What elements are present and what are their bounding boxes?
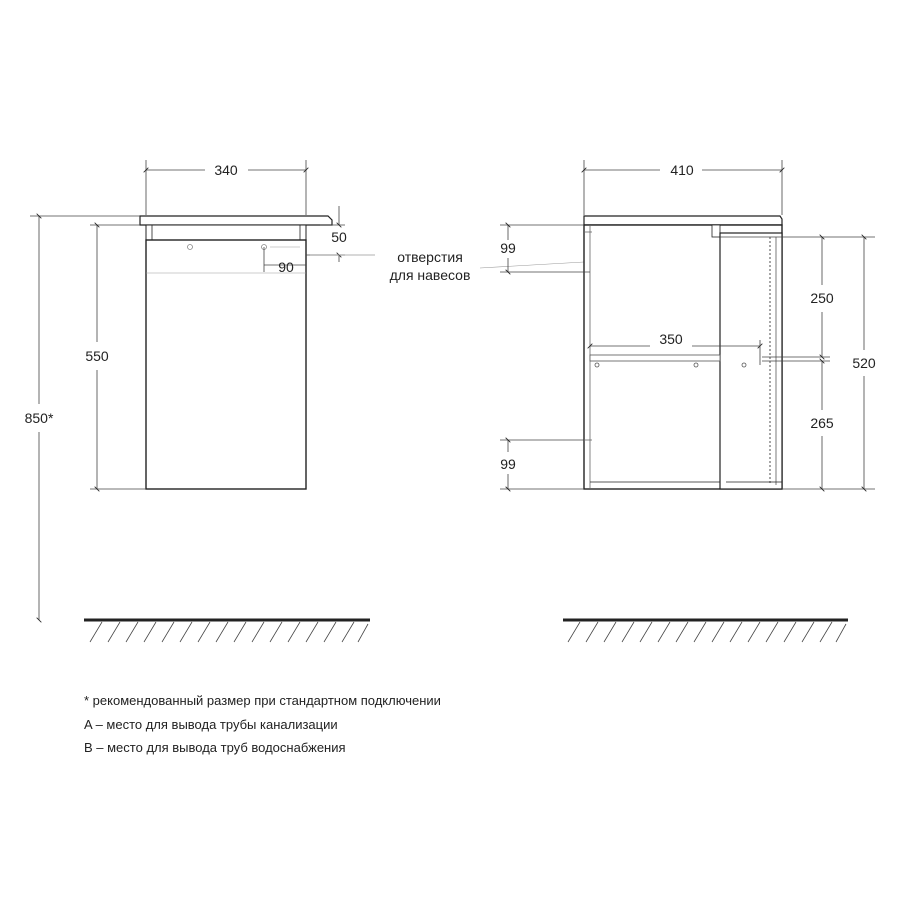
side-shelf — [590, 355, 720, 361]
side-total-height-label: 520 — [852, 355, 876, 371]
floor-left — [84, 620, 370, 642]
side-width-label: 410 — [670, 162, 694, 178]
side-view — [584, 216, 782, 489]
note-recommended: * рекомендованный размер при стандартном подключении — [84, 693, 441, 708]
upper-section-label: 250 — [810, 290, 834, 306]
side-countertop — [584, 216, 782, 225]
note-sewer: A – место для вывода трубы канализации — [84, 717, 338, 732]
note-water: B – место для вывода труб водоснабжения — [84, 740, 346, 755]
front-countertop — [140, 216, 332, 225]
lower-section-label: 265 — [810, 415, 834, 431]
front-width-label: 340 — [214, 162, 238, 178]
holes-label-line1: отверстия — [397, 249, 463, 265]
holes-label-line2: для навесов — [389, 267, 471, 283]
total-height-label: 850* — [24, 410, 54, 426]
hole-offset-label: 90 — [278, 259, 294, 275]
side-top-margin-label: 99 — [500, 240, 516, 256]
floor-right — [563, 620, 848, 642]
front-cabinet-body — [146, 240, 306, 489]
front-rail — [146, 225, 306, 240]
shelf-width-label: 350 — [659, 331, 683, 347]
front-view — [140, 216, 332, 489]
top-offset-label: 50 — [331, 229, 347, 245]
front-height-label: 550 — [85, 348, 109, 364]
side-bottom-margin-label: 99 — [500, 456, 516, 472]
